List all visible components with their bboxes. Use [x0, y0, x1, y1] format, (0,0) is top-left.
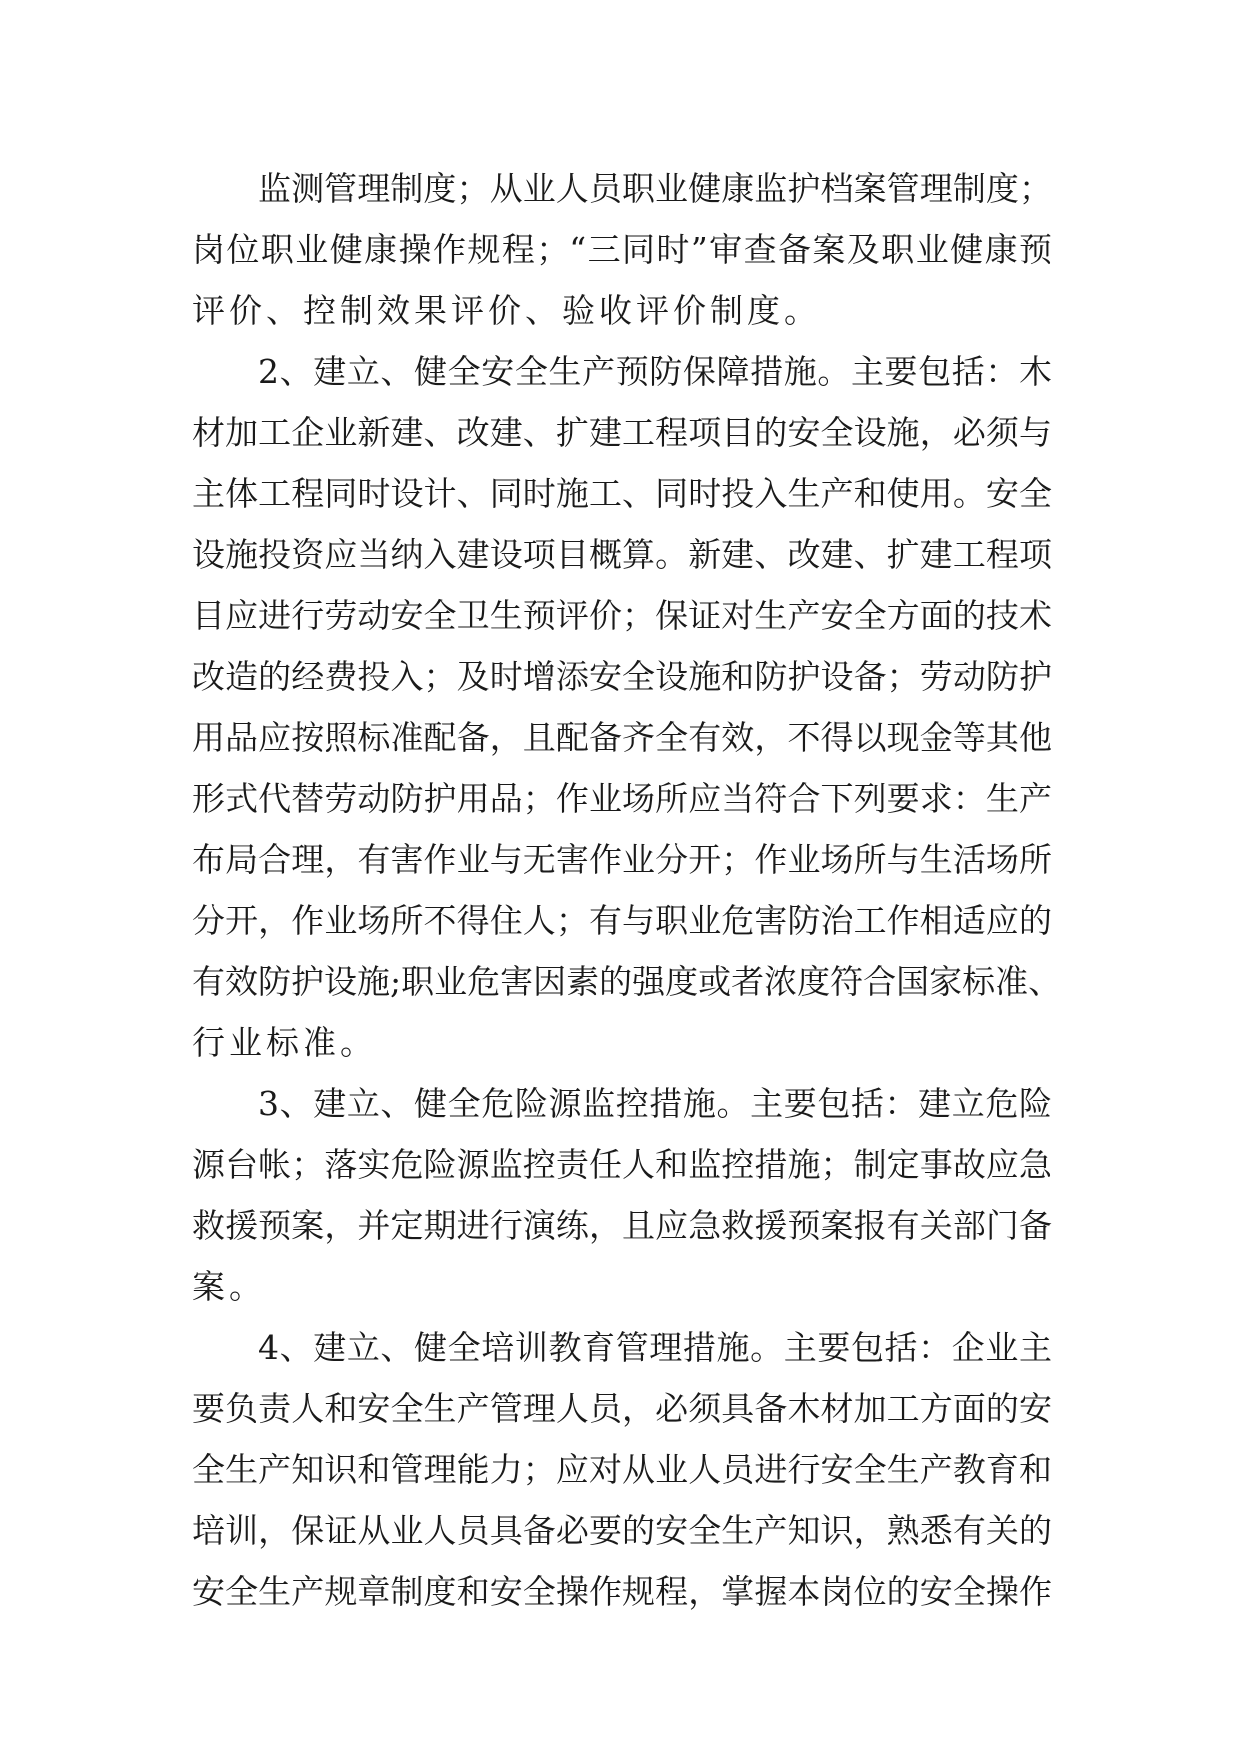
text-line: 设施投资应当纳入建设项目概算。新建、改建、扩建工程项: [192, 535, 1052, 574]
text-line: 目应进行劳动安全卫生预评价；保证对生产安全方面的技术: [192, 596, 1052, 635]
text-line: 用品应按照标准配备，且配备齐全有效，不得以现金等其他: [192, 718, 1052, 757]
text-line: 监测管理制度；从业人员职业健康监护档案管理制度；: [258, 169, 1052, 208]
text-line: 要负责人和安全生产管理人员，必须具备木材加工方面的安: [192, 1389, 1052, 1428]
text-line: 材加工企业新建、改建、扩建工程项目的安全设施，必须与: [192, 413, 1052, 452]
text-line: 改造的经费投入；及时增添安全设施和防护设备；劳动防护: [192, 657, 1052, 696]
text-line: 安全生产规章制度和安全操作规程，掌握本岗位的安全操作: [192, 1572, 1052, 1611]
text-line: 评价、控制效果评价、验收评价制度。: [192, 291, 821, 330]
text-line: 源台帐；落实危险源监控责任人和监控措施；制定事故应急: [192, 1145, 1052, 1184]
text-line: 4、建立、健全培训教育管理措施。主要包括：企业主: [258, 1328, 1052, 1367]
text-line: 2、建立、健全安全生产预防保障措施。主要包括：木: [258, 352, 1052, 391]
text-line: 行业标准。: [192, 1023, 377, 1062]
text-line: 救援预案，并定期进行演练，且应急救援预案报有关部门备: [192, 1206, 1052, 1245]
text-line: 岗位职业健康操作规程；“三同时”审查备案及职业健康预: [192, 230, 1052, 269]
text-line: 培训，保证从业人员具备必要的安全生产知识，熟悉有关的: [192, 1511, 1052, 1550]
text-line: 3、建立、健全危险源监控措施。主要包括：建立危险: [258, 1084, 1052, 1123]
text-line: 有效防护设施;职业危害因素的强度或者浓度符合国家标准、: [192, 962, 1062, 1001]
body-text: [192, 158, 1062, 1622]
text-line: 案。: [192, 1267, 266, 1306]
text-line: 分开，作业场所不得住人；有与职业危害防治工作相适应的: [192, 901, 1052, 940]
text-line: 全生产知识和管理能力；应对从业人员进行安全生产教育和: [192, 1450, 1052, 1489]
text-line: 主体工程同时设计、同时施工、同时投入生产和使用。安全: [192, 474, 1052, 513]
text-line: 布局合理，有害作业与无害作业分开；作业场所与生活场所: [192, 840, 1052, 879]
text-line: 形式代替劳动防护用品；作业场所应当符合下列要求：生产: [192, 779, 1052, 818]
